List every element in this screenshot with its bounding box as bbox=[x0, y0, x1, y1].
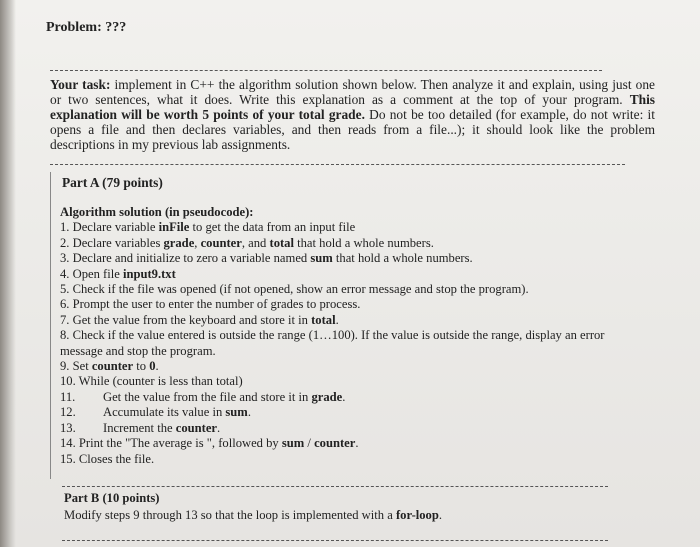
task-text-2: Do not be too detailed (for example, do not write: it opens a file and then declares variables, and then reads from a file...); it should look like the problem descriptions in my previous lab assignments. bbox=[50, 107, 655, 152]
part-a-box bbox=[50, 172, 636, 479]
algorithm-block bbox=[60, 205, 635, 467]
separator-bottom bbox=[62, 540, 608, 541]
separator-top bbox=[50, 70, 602, 71]
page-shadow bbox=[0, 0, 16, 547]
step-1: 1. Declare variable inFile to get the data from an input file bbox=[60, 220, 356, 235]
step-15: 15. Closes the file. bbox=[60, 451, 155, 466]
part-b-text: Modify steps 9 through 13 so that the loop is implemented with a for-loop. bbox=[64, 508, 443, 522]
step-7: 7. Get the value from the keyboard and store it in total. bbox=[60, 312, 339, 327]
task-lead: Your task: bbox=[50, 77, 111, 92]
step-3: 3. Declare and initialize to zero a variable named sum that hold a whole numbers. bbox=[60, 251, 473, 266]
step-8: 8. Check if the value entered is outside the range (1…100). If the value is outside the range, display an error message and stop the program. bbox=[60, 328, 605, 358]
step-10: 10. While (counter is less than total) bbox=[60, 374, 243, 389]
step-12: 12. Accumulate its value in sum. bbox=[60, 405, 251, 420]
step-5: 5. Check if the file was opened (if not opened, show an error message and stop the program). bbox=[60, 282, 529, 297]
step-9: 9. Set counter to 0. bbox=[60, 359, 159, 374]
task-text-1: implement in C++ the algorithm solution shown below. Then analyze it and explain, using just one or two sentences, what it does. Write this explanation as a comment at the top of your program. bbox=[50, 77, 656, 107]
step-4: 4. Open file input9.txt bbox=[60, 266, 176, 281]
part-b-title: Part B (10 points) bbox=[64, 491, 160, 505]
task-description bbox=[50, 77, 655, 152]
part-a-title: Part A (79 points) bbox=[62, 175, 163, 190]
separator-middle bbox=[50, 164, 625, 165]
step-13: 13. Increment the counter. bbox=[60, 420, 221, 435]
task-bold: This explanation will be worth 5 points of your total grade. bbox=[50, 92, 655, 122]
problem-heading: Problem: ??? bbox=[46, 20, 127, 35]
step-6: 6. Prompt the user to enter the number of grades to process. bbox=[60, 297, 361, 312]
step-2: 2. Declare variables grade, counter, and total that hold a whole numbers. bbox=[60, 235, 434, 250]
step-11: 11. Get the value from the file and store it in grade. bbox=[60, 389, 346, 404]
separator-part-b bbox=[62, 486, 608, 487]
algorithm-title: Algorithm solution (in pseudocode): bbox=[60, 205, 254, 219]
step-14: 14. Print the "The average is ", followed by sum / counter. bbox=[60, 436, 359, 451]
